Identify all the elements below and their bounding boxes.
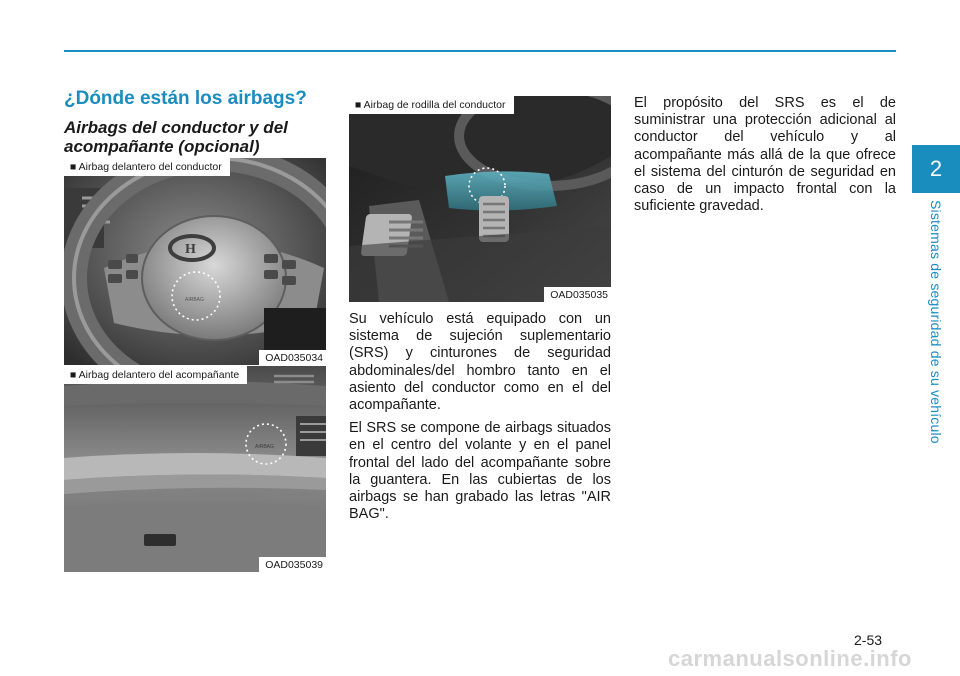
pedals-illustration (349, 96, 611, 302)
paragraph-srs-purpose: El propósito del SRS es el de suministrar una protección adicional al conductor del vehículo y al acompañante más allá de la que ofrece el sistema del cinturón de seguridad en caso de un impacto frontal con la suficiente gravedad. (634, 95, 896, 215)
paragraph-srs-equipped: Su vehículo está equipado con un sistema de sujeción suplementario (SRS) y cinturones de seguridad abdominales/del hombro tanto en el asiento del conductor como en el del acompañante. (349, 311, 611, 414)
section-heading: ¿Dónde están los airbags? (64, 88, 307, 109)
paragraph-srs-components: El SRS se compone de airbags situados en el centro del volante y en el panel frontal del lado del acompañante sobre la guantera. En las cubiertas de los airbags se han grabado las letras "AIR BAG". (349, 420, 611, 523)
steering-wheel-illustration (64, 158, 326, 365)
passenger-figure-code: OAD035039 (259, 557, 326, 572)
page-number: 2-53 (854, 632, 883, 648)
knee-figure-caption: ■ Airbag de rodilla del conductor (349, 96, 514, 114)
knee-figure-code: OAD035035 (544, 287, 611, 302)
driver-figure-caption: ■ Airbag delantero del conductor (64, 158, 230, 176)
passenger-airbag-figure (64, 366, 326, 572)
chapter-title: Sistemas de seguridad de su vehículo (928, 200, 944, 444)
svg-text:AIRBAG: AIRBAG (185, 297, 204, 303)
passenger-figure-caption: ■ Airbag delantero del acompañante (64, 366, 247, 384)
right-column-text (634, 95, 896, 221)
section-subheading: Airbags del conductor y del acompañante (opcional) (64, 118, 288, 156)
svg-text:AIRBAG: AIRBAG (255, 444, 274, 450)
driver-figure-code: OAD035034 (259, 350, 326, 365)
svg-text:H: H (185, 242, 196, 257)
watermark: carmanualsonline.info (668, 646, 912, 671)
driver-airbag-figure (64, 158, 326, 365)
knee-airbag-figure (349, 96, 611, 302)
chapter-number-tab (912, 145, 960, 193)
dashboard-illustration (64, 366, 326, 572)
chapter-number: 2 (929, 156, 943, 181)
middle-column-text (349, 311, 611, 529)
header-rule (64, 50, 896, 52)
